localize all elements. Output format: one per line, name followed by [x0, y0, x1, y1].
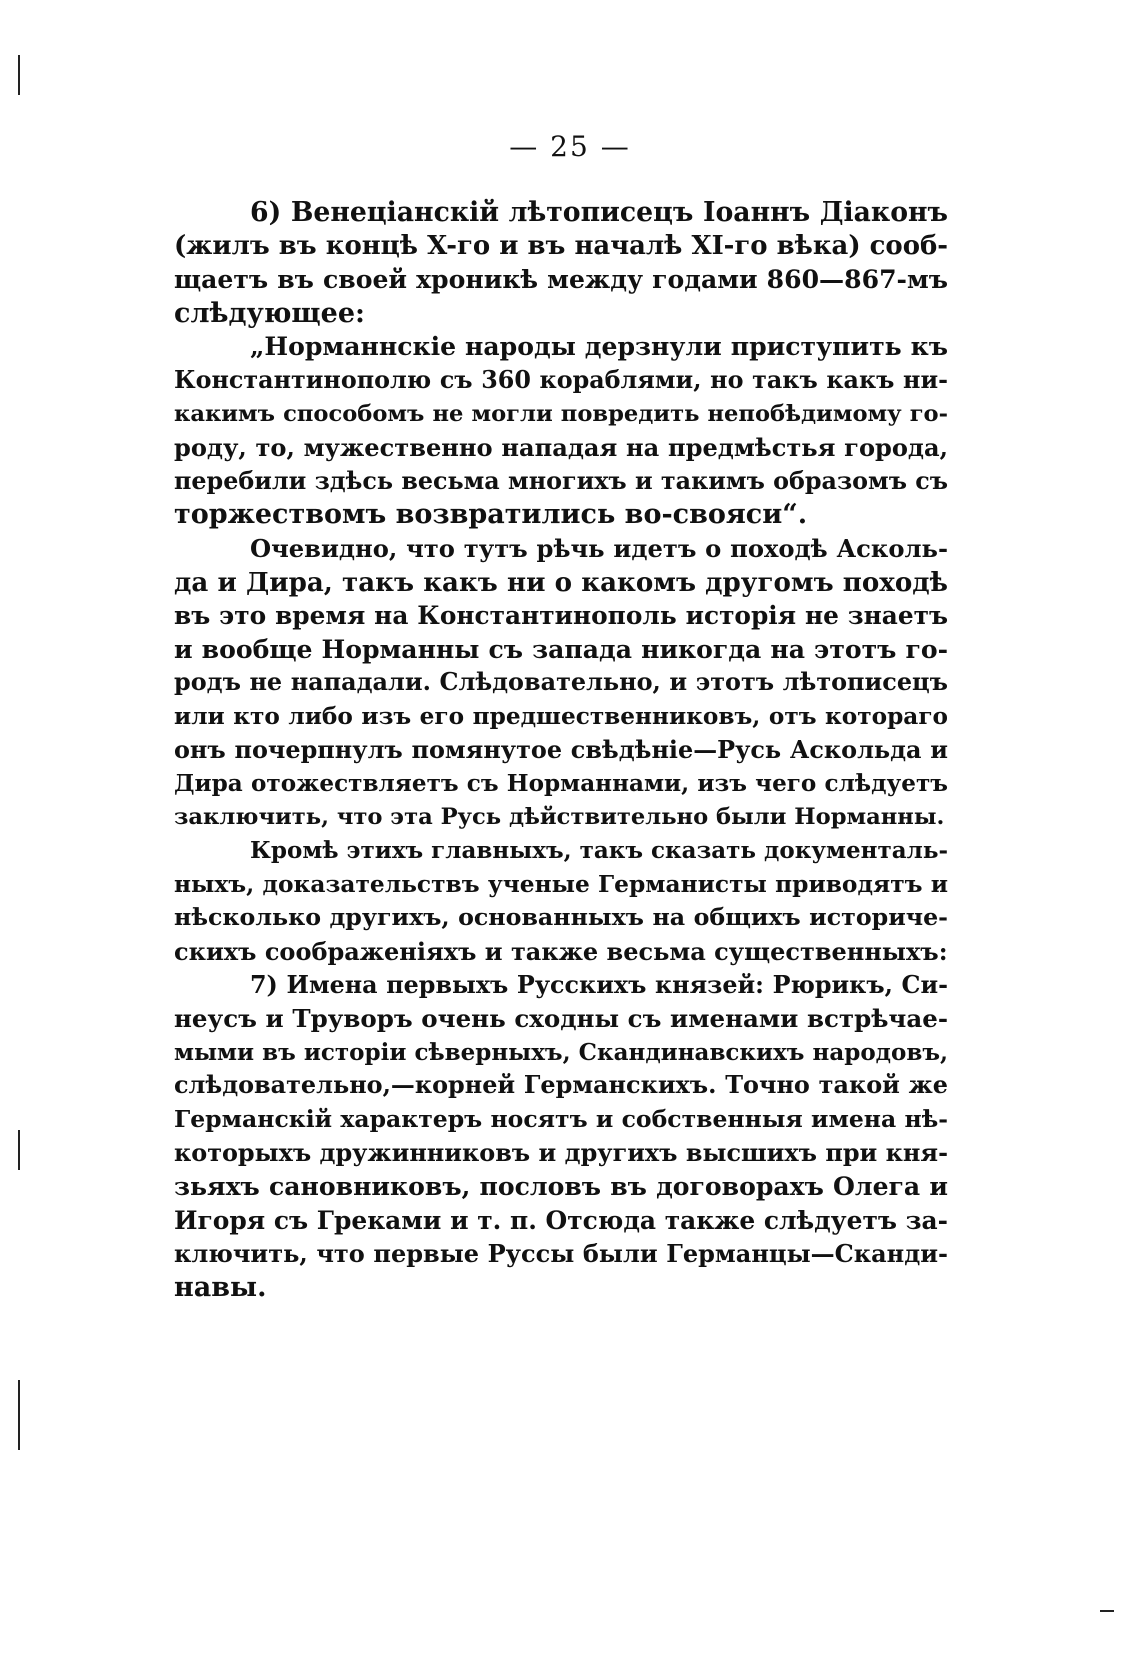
text-line: какимъ способомъ не могли повредить непобѣдимому го-: [174, 400, 948, 427]
text-line: нѣсколько другихъ, основанныхъ на общихъ историче-: [174, 903, 948, 932]
text-line: онъ почерпнулъ помянутое свѣдѣніе—Русь Аскольда и: [174, 735, 948, 764]
text-line: Очевидно, что тутъ рѣчь идетъ о походѣ Асколь-: [250, 533, 948, 563]
text-line: „Норманнскіе народы дерзнули приступить къ: [250, 331, 948, 362]
text-line: и вообще Норманны съ запада никогда на этотъ го-: [174, 633, 948, 664]
text-line: щаетъ въ своей хроникѣ между годами 860—867-мъ: [174, 264, 948, 295]
text-line: въ это время на Константинополь исторія не знаетъ: [174, 601, 948, 631]
text-line: которыхъ дружинниковъ и другихъ высшихъ при кня-: [174, 1138, 948, 1167]
text-line: слѣдующее:: [174, 297, 365, 329]
text-line: Германскій характеръ носятъ и собственныя имена нѣ-: [174, 1105, 948, 1134]
scan-artifact-left-bottom: [18, 1380, 20, 1450]
text-line: да и Дира, такъ какъ ни о какомъ другомъ походѣ: [174, 566, 948, 598]
text-line: 6) Венеціанскій лѣтописецъ Іоаннъ Діаконъ: [250, 197, 948, 228]
text-line: перебили здѣсь весьма многихъ и такимъ образомъ съ: [174, 466, 948, 495]
text-line: слѣдовательно,—корней Германскихъ. Точно такой же: [174, 1071, 948, 1100]
text-line: ныхъ, доказательствъ ученые Германисты приводятъ и: [174, 870, 948, 898]
text-line: Кромѣ этихъ главныхъ, такъ сказать документаль-: [250, 837, 948, 865]
text-line: 7) Имена первыхъ Русскихъ князей: Рюрикъ, Си-: [250, 970, 948, 999]
text-line: ключить, что первые Руссы были Германцы—Сканди-: [174, 1239, 948, 1269]
text-line: неусъ и Труворъ очень сходны съ именами встрѣчае-: [174, 1004, 948, 1034]
page-number: — 25 —: [509, 130, 631, 163]
text-line: Константинополю съ 360 кораблями, но такъ какъ ни-: [174, 365, 948, 394]
text-line: Дира отожествляетъ съ Норманнами, изъ чего слѣдуетъ: [174, 770, 948, 798]
scan-artifact-right-bottom: [1100, 1610, 1114, 1612]
scan-artifact-left-top: [18, 55, 20, 95]
text-line: родъ не нападали. Слѣдовательно, и этотъ лѣтописецъ: [174, 668, 948, 697]
text-line: зьяхъ сановниковъ, пословъ въ договорахъ Олега и: [174, 1171, 948, 1202]
body-text: [174, 196, 948, 1305]
text-line: Игоря съ Греками и т. п. Отсюда также слѣдуетъ за-: [174, 1205, 948, 1235]
text-line: скихъ соображеніяхъ и также весьма существенныхъ:: [174, 937, 948, 967]
text-line: или кто либо изъ его предшественниковъ, отъ котораго: [174, 702, 948, 730]
scan-artifact-left-mid: [18, 1130, 20, 1170]
text-line: заключить, что эта Русь дѣйствительно были Норманны.: [174, 803, 945, 830]
text-line: навы.: [174, 1272, 267, 1303]
text-line: (жилъ въ концѣ X-го и въ началѣ XI-го вѣка) сооб-: [174, 230, 948, 261]
text-line: роду, то, мужественно нападая на предмѣстья города,: [174, 433, 948, 463]
text-line: мыми въ исторіи сѣверныхъ, Скандинавскихъ народовъ,: [174, 1038, 948, 1066]
text-line: торжествомъ возвратились во-свояси“.: [174, 499, 808, 531]
